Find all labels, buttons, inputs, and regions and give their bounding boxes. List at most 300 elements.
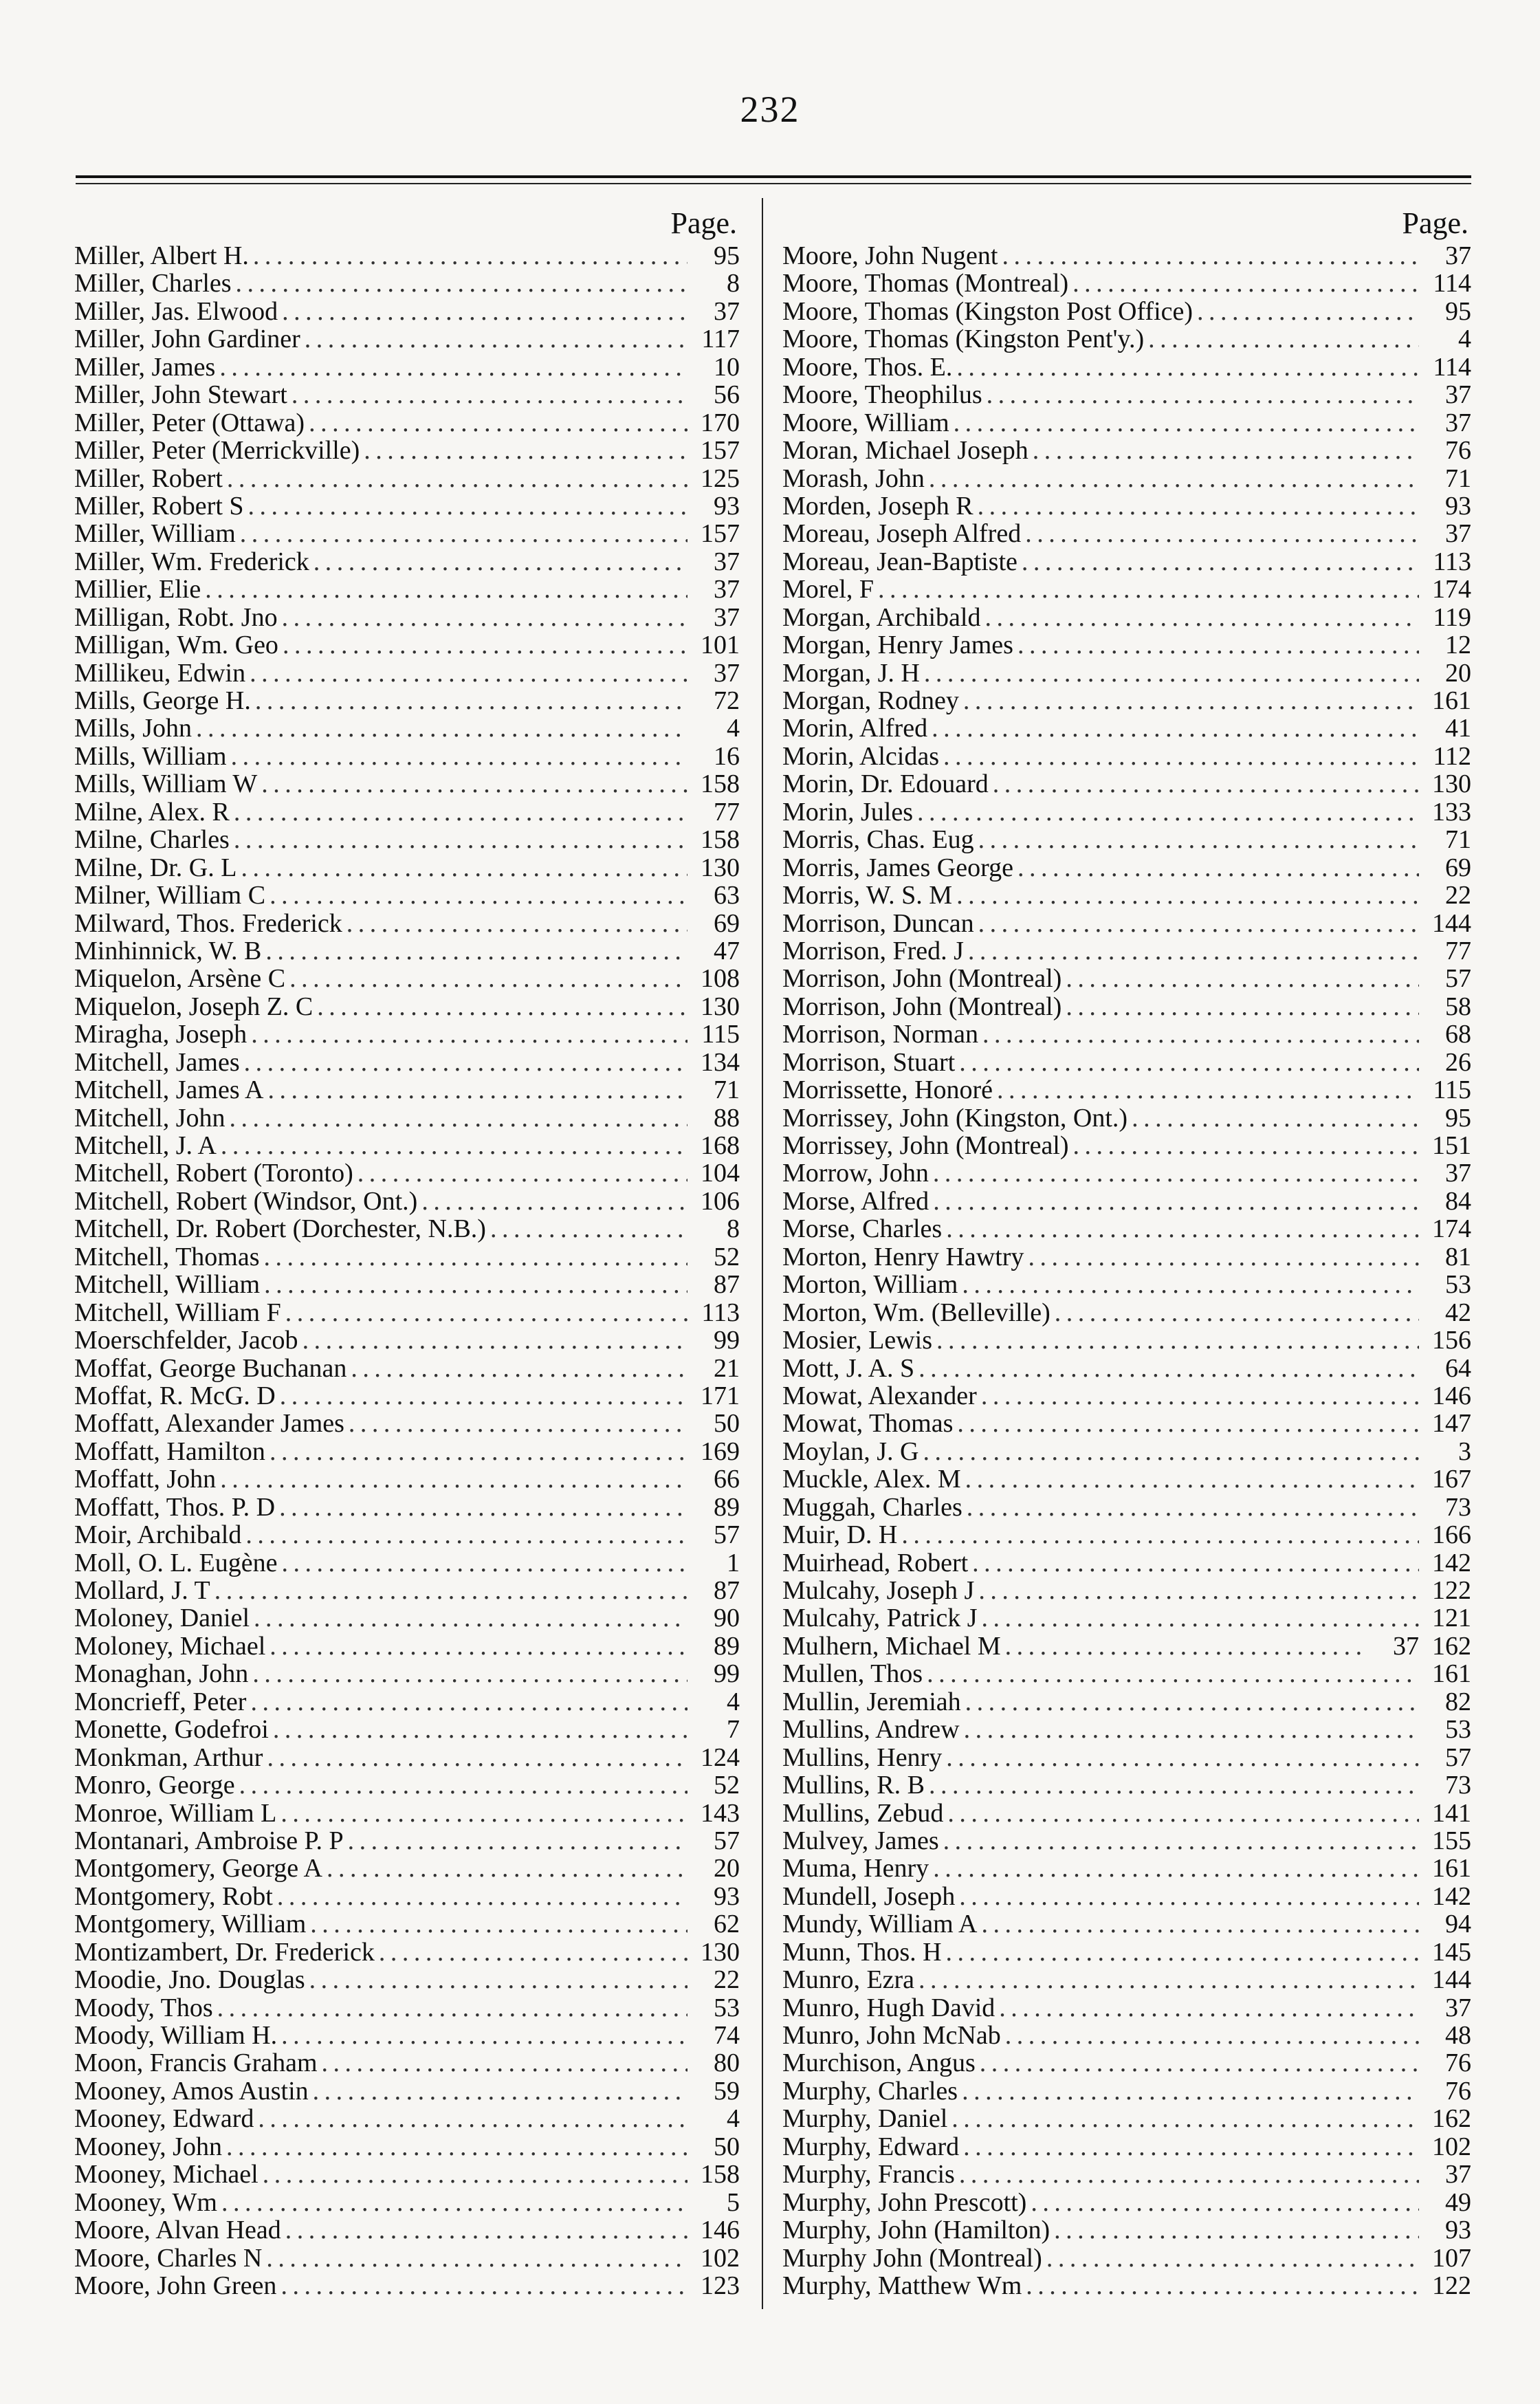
entry-name: Muckle, Alex. M <box>782 1465 961 1494</box>
index-entry <box>74 1326 740 1354</box>
entry-name: Mullen, Thos <box>782 1659 923 1689</box>
entry-page-number: 4 <box>727 1687 740 1716</box>
entry-page-number: 1 <box>727 1548 740 1577</box>
index-column-left <box>74 205 740 2299</box>
index-entry <box>74 409 740 437</box>
dot-leader <box>956 882 1419 909</box>
index-entry <box>74 714 740 742</box>
dot-leader <box>265 937 688 965</box>
entry-page-number: 68 <box>1445 1020 1471 1049</box>
index-entry <box>782 1188 1471 1215</box>
dot-leader <box>264 1271 688 1298</box>
dot-leader <box>270 882 688 909</box>
entry-name: Millier, Elie <box>74 575 201 604</box>
entry-page-number: 161 <box>1432 1854 1471 1883</box>
index-entry <box>74 2133 740 2161</box>
entry-name: Moloney, Michael <box>74 1631 266 1661</box>
entry-name: Monkman, Arthur <box>74 1742 263 1772</box>
entry-name: Mills, George H. <box>74 686 251 715</box>
dot-leader <box>956 353 1419 381</box>
header-rule <box>76 175 1471 178</box>
dot-leader <box>1033 437 1419 464</box>
index-entry <box>74 1438 740 1465</box>
entry-name: Miller, Wm. Frederick <box>74 547 309 576</box>
dot-leader <box>901 1521 1419 1549</box>
entry-page-number: 26 <box>1445 1047 1471 1077</box>
entry-page-number: 142 <box>1432 1548 1471 1577</box>
entry-name: Miquelon, Arsène C <box>74 964 286 994</box>
dot-leader <box>263 2161 688 2188</box>
index-entry <box>74 1243 740 1271</box>
entry-name: Moore, Thomas (Montreal) <box>782 269 1069 298</box>
entry-page-number: 41 <box>1445 714 1471 743</box>
entry-page-number: 50 <box>714 1409 740 1439</box>
dot-leader <box>929 465 1419 492</box>
entry-page-number: 7 <box>727 1715 740 1745</box>
entry-name: Morton, William <box>782 1270 958 1300</box>
entry-name: Morris, W. S. M <box>782 881 953 910</box>
entry-page-number: 37 <box>1445 519 1471 549</box>
entry-page-number: 12 <box>1445 631 1471 660</box>
dot-leader <box>965 1688 1419 1716</box>
index-entry <box>74 325 740 353</box>
index-entry <box>74 631 740 659</box>
entry-name: Munro, Hugh David <box>782 1993 996 2022</box>
entry-name: Mitchell, J. A <box>74 1131 217 1160</box>
entry-name: Morrison, Norman <box>782 1020 978 1049</box>
entry-name: Miller, John Gardiner <box>74 325 300 354</box>
index-entry <box>74 1660 740 1687</box>
entry-name: Muir, D. H <box>782 1520 898 1550</box>
entry-name: Miragha, Joseph <box>74 1020 248 1049</box>
index-entry <box>782 604 1471 631</box>
index-entry <box>74 353 740 381</box>
entry-name: Mitchell, William <box>74 1270 261 1300</box>
dot-leader <box>302 1326 688 1354</box>
dot-leader <box>980 2049 1419 2077</box>
index-entry <box>782 687 1471 714</box>
entry-name: Murchison, Angus <box>782 2048 976 2078</box>
entry-name: Moffatt, Hamilton <box>74 1436 265 1466</box>
entry-name: Miller, Peter (Merrickville) <box>74 436 360 466</box>
index-entry <box>74 548 740 576</box>
dot-leader <box>267 1076 688 1104</box>
index-entry <box>782 2216 1471 2244</box>
dot-leader <box>267 1744 688 1771</box>
dot-leader <box>205 576 688 603</box>
index-entry <box>74 1020 740 1048</box>
dot-leader <box>957 1410 1419 1437</box>
dot-leader <box>1066 993 1419 1020</box>
entry-name: Murphy, Francis <box>782 2160 955 2189</box>
dot-leader <box>285 1299 688 1326</box>
entry-page-number: 134 <box>701 1047 740 1077</box>
entry-name: Mitchell, William F <box>74 1298 281 1327</box>
dot-leader <box>952 2105 1419 2132</box>
entry-name: Miquelon, Joseph Z. C <box>74 992 314 1021</box>
entry-name: Minhinnick, W. B <box>74 936 262 965</box>
entry-page-number: 56 <box>714 380 740 410</box>
entry-name: Milne, Charles <box>74 825 230 855</box>
dot-leader <box>997 1076 1419 1104</box>
index-entry <box>782 1132 1471 1159</box>
dot-leader <box>231 743 688 770</box>
dot-leader <box>959 1883 1419 1910</box>
index-entry <box>782 242 1471 270</box>
index-entry <box>782 2161 1471 2188</box>
entry-name: Moncrieff, Peter <box>74 1687 247 1716</box>
index-entry <box>74 576 740 603</box>
dot-leader <box>280 2272 688 2299</box>
entry-page-number: 71 <box>1445 825 1471 855</box>
dot-leader <box>1132 1104 1419 1132</box>
dot-leader <box>196 714 688 742</box>
entry-name: Moore, Charles N <box>74 2243 263 2273</box>
dot-leader <box>217 1994 688 2022</box>
index-entry <box>782 1020 1471 1048</box>
entry-page-number: 89 <box>714 1492 740 1522</box>
entry-name: Mundell, Joseph <box>782 1881 956 1911</box>
dot-leader <box>954 409 1419 437</box>
dot-leader <box>933 1159 1419 1187</box>
index-entry <box>74 1410 740 1437</box>
entry-page-number: 158 <box>701 769 740 799</box>
dot-leader <box>982 1604 1419 1632</box>
dot-leader <box>285 2216 688 2244</box>
index-entry <box>782 714 1471 742</box>
index-entry <box>782 409 1471 437</box>
index-entry <box>74 1049 740 1076</box>
dot-leader <box>273 1716 688 1743</box>
dot-leader <box>322 2049 688 2077</box>
index-entry <box>782 1243 1471 1271</box>
index-entry <box>74 2105 740 2132</box>
dot-leader <box>244 1049 688 1076</box>
dot-leader <box>254 1604 688 1632</box>
entry-page-number: 95 <box>1445 1103 1471 1133</box>
dot-leader <box>255 687 688 714</box>
entry-name: Mitchell, Thomas <box>74 1242 260 1271</box>
index-entry <box>74 437 740 464</box>
index-entry <box>782 965 1471 992</box>
entry-name: Moore, John Green <box>74 2271 277 2300</box>
dot-leader <box>923 1438 1419 1465</box>
entry-page-number: 4 <box>727 714 740 743</box>
entry-page-number: 162 <box>1432 2104 1471 2134</box>
entry-name: Murphy, Charles <box>782 2076 958 2106</box>
dot-leader <box>933 1855 1419 1882</box>
entry-name: Munro, John McNab <box>782 2021 1001 2050</box>
entry-name: Morgan, Archibald <box>782 602 981 632</box>
entry-name: Moreau, Joseph Alfred <box>782 519 1022 549</box>
entry-name: Morrissey, John (Kingston, Ont.) <box>782 1103 1128 1133</box>
dot-leader <box>936 1326 1419 1354</box>
index-entry <box>782 2272 1471 2299</box>
entry-name: Monro, George <box>74 1771 235 1800</box>
dot-leader <box>968 937 1419 965</box>
entry-name: Mullins, Andrew <box>782 1715 960 1745</box>
entry-page-number: 87 <box>714 1576 740 1605</box>
dot-leader <box>946 1215 1419 1243</box>
entry-page-number: 93 <box>714 491 740 521</box>
entry-name: Moore, Thomas (Kingston Pent'y.) <box>782 325 1145 354</box>
entry-name: Milne, Dr. G. L <box>74 853 237 882</box>
dot-leader <box>364 437 688 464</box>
index-entry <box>74 659 740 687</box>
entry-name: Murphy John (Montreal) <box>782 2243 1042 2273</box>
index-entry <box>74 1771 740 1799</box>
entry-page-number: 69 <box>714 908 740 938</box>
index-entry <box>74 1827 740 1855</box>
dot-leader <box>421 1188 688 1215</box>
entry-page-number: 162 <box>1432 1631 1471 1661</box>
entry-page-number: 156 <box>1432 1326 1471 1355</box>
entry-page-number: 114 <box>1433 352 1471 382</box>
entry-page-number: 10 <box>714 352 740 382</box>
index-entry <box>74 1465 740 1493</box>
entry-name: Millikeu, Edwin <box>74 658 246 688</box>
entry-page-number: 158 <box>701 825 740 855</box>
dot-leader <box>219 353 688 381</box>
dot-leader <box>317 993 688 1020</box>
entry-name: Mullins, Henry <box>782 1742 943 1772</box>
index-entry <box>74 743 740 770</box>
entry-page-number: 144 <box>1432 1965 1471 1995</box>
entry-name: Mills, William W <box>74 769 258 799</box>
entry-page-number: 142 <box>1432 1881 1471 1911</box>
entry-page-number: 133 <box>1432 797 1471 827</box>
index-entry <box>74 1188 740 1215</box>
entry-page-number: 117 <box>701 325 740 354</box>
entry-name: Murphy, John (Hamilton) <box>782 2216 1050 2245</box>
dot-leader <box>1005 1632 1367 1660</box>
entry-page-number: 155 <box>1432 1826 1471 1855</box>
index-entry <box>782 1549 1471 1577</box>
entry-page-number: 22 <box>714 1965 740 1995</box>
index-entry <box>782 1604 1471 1632</box>
entry-name: Mooney, Michael <box>74 2160 258 2189</box>
entry-page-number: 157 <box>701 436 740 466</box>
entry-page-number: 151 <box>1432 1131 1471 1160</box>
entry-page-number: 146 <box>1432 1381 1471 1410</box>
index-entry <box>782 1410 1471 1437</box>
entry-page-number: 93 <box>1445 491 1471 521</box>
entry-page-number: 72 <box>714 686 740 715</box>
dot-leader <box>918 1355 1419 1382</box>
index-entry <box>74 1800 740 1827</box>
dot-leader <box>962 2077 1419 2105</box>
index-entry <box>74 2244 740 2272</box>
dot-leader <box>932 714 1419 742</box>
entry-name: Morin, Dr. Edouard <box>782 769 989 799</box>
entry-page-number: 122 <box>1432 1576 1471 1605</box>
dot-leader <box>984 604 1419 631</box>
dot-leader <box>927 1660 1419 1687</box>
index-entry-list <box>782 242 1471 2299</box>
index-entry <box>74 2049 740 2077</box>
entry-page-number: 166 <box>1432 1520 1471 1550</box>
entry-page-number: 95 <box>1445 296 1471 326</box>
index-entry <box>74 1271 740 1298</box>
entry-page-number: 121 <box>1432 1604 1471 1633</box>
entry-name: Mowat, Thomas <box>782 1409 954 1439</box>
dot-leader <box>253 242 688 270</box>
index-entry <box>74 965 740 992</box>
entry-name: Montgomery, George A <box>74 1854 322 1883</box>
dot-leader <box>917 798 1419 826</box>
entry-page-number: 20 <box>1445 658 1471 688</box>
dot-leader <box>245 1521 688 1549</box>
index-entry <box>782 1994 1471 2022</box>
entry-page-number: 37 <box>1445 1993 1471 2022</box>
index-entry <box>782 2244 1471 2272</box>
entry-page-number: 161 <box>1432 1659 1471 1689</box>
entry-page-number: 50 <box>714 2132 740 2161</box>
entry-name: Moon, Francis Graham <box>74 2048 318 2078</box>
entry-name: Muma, Henry <box>782 1854 930 1883</box>
index-entry <box>74 604 740 631</box>
dot-leader <box>1031 2189 1419 2216</box>
dot-leader <box>993 770 1419 798</box>
index-entry <box>782 353 1471 381</box>
entry-page-number: 170 <box>701 408 740 437</box>
entry-name: Mowat, Alexander <box>782 1381 977 1410</box>
entry-page-number: 146 <box>701 2216 740 2245</box>
entry-name: Miller, Charles <box>74 269 232 298</box>
index-entry <box>782 548 1471 576</box>
dot-leader <box>946 1744 1419 1771</box>
index-entry <box>74 1494 740 1521</box>
entry-page-number: 69 <box>1445 853 1471 882</box>
entry-name: Milward, Thos. Frederick <box>74 908 342 938</box>
dot-leader <box>314 548 688 576</box>
entry-name: Murphy, Edward <box>782 2132 960 2161</box>
entry-name: Moir, Archibald <box>74 1520 242 1550</box>
index-entry <box>782 1521 1471 1549</box>
entry-page-number: 4 <box>1458 325 1471 354</box>
entry-page-number: 88 <box>714 1103 740 1133</box>
entry-name: Miller, John Stewart <box>74 380 287 410</box>
entry-page-number: 71 <box>1445 463 1471 493</box>
entry-page-number: 21 <box>714 1353 740 1383</box>
index-entry <box>74 1215 740 1243</box>
dot-leader <box>258 2105 688 2132</box>
entry-page-number: 77 <box>714 797 740 827</box>
dot-leader <box>1025 520 1419 547</box>
dot-leader <box>1072 270 1419 297</box>
dot-leader <box>221 2189 688 2216</box>
entry-name: Moloney, Daniel <box>74 1604 250 1633</box>
dot-leader <box>1197 298 1419 325</box>
index-entry <box>782 1299 1471 1326</box>
dot-leader <box>226 2133 688 2161</box>
entry-name: Morgan, Henry James <box>782 631 1013 660</box>
dot-leader <box>252 1660 688 1687</box>
entry-page-number: 5 <box>727 2187 740 2217</box>
entry-name: Mullin, Jeremiah <box>782 1687 961 1716</box>
entry-page-number: 62 <box>714 1910 740 1939</box>
entry-name: Miller, Albert H. <box>74 241 249 270</box>
entry-name: Morton, Henry Hawtry <box>782 1242 1024 1271</box>
index-entry <box>782 2022 1471 2049</box>
entry-page-number: 161 <box>1432 686 1471 715</box>
entry-name: Mooney, John <box>74 2132 222 2161</box>
index-entry <box>74 2022 740 2049</box>
dot-leader <box>282 604 688 631</box>
entry-name: Mitchell, Robert (Toronto) <box>74 1159 353 1188</box>
dot-leader <box>978 492 1419 520</box>
entry-name: Munn, Thos. H <box>782 1937 942 1967</box>
entry-name: Morrow, John <box>782 1159 929 1188</box>
index-entry <box>74 1159 740 1187</box>
entry-page-number: 145 <box>1432 1937 1471 1967</box>
dot-leader <box>305 325 688 353</box>
entry-page-number: 147 <box>1432 1409 1471 1439</box>
index-entry-list <box>74 242 740 2299</box>
index-entry <box>782 1494 1471 1521</box>
entry-page-number: 89 <box>714 1631 740 1661</box>
dot-leader <box>349 1410 688 1437</box>
index-entry <box>74 937 740 965</box>
entry-name: Monroe, William L <box>74 1798 277 1828</box>
entry-name: Morrissette, Honoré <box>782 1075 993 1105</box>
dot-leader <box>236 270 688 297</box>
dot-leader <box>1005 2022 1419 2049</box>
dot-leader <box>227 465 688 492</box>
dot-leader <box>282 298 688 325</box>
entry-name: Moffatt, Thos. P. D <box>74 1492 276 1522</box>
entry-name: Moody, William H. <box>74 2021 278 2050</box>
dot-leader <box>978 910 1419 937</box>
entry-page-number: 108 <box>701 964 740 994</box>
entry-name: Milligan, Wm. Geo <box>74 631 278 660</box>
dot-leader <box>292 381 688 408</box>
entry-page-number: 48 <box>1445 2021 1471 2050</box>
index-entry <box>782 1355 1471 1382</box>
index-entry <box>782 1271 1471 1298</box>
index-entry <box>74 770 740 798</box>
entry-name: Moore, Alvan Head <box>74 2216 281 2245</box>
entry-page-number: 77 <box>1445 936 1471 965</box>
entry-page-number: 90 <box>714 1604 740 1633</box>
dot-leader <box>221 1132 688 1159</box>
index-entry <box>782 854 1471 882</box>
index-entry <box>782 2077 1471 2105</box>
entry-name: Mullins, R. B <box>782 1771 925 1800</box>
entry-name: Moore, William <box>782 408 949 437</box>
entry-page-number: 22 <box>1445 881 1471 910</box>
entry-name: Moore, Thomas (Kingston Post Office) <box>782 296 1194 326</box>
entry-name: Mills, William <box>74 741 227 771</box>
index-entry <box>782 2189 1471 2216</box>
index-entry <box>782 1883 1471 1910</box>
column-divider <box>762 198 763 2309</box>
entry-page-number: 158 <box>701 2160 740 2189</box>
entry-page-number: 93 <box>1445 2216 1471 2245</box>
dot-leader <box>251 1020 688 1048</box>
dot-leader <box>1046 2244 1419 2272</box>
entry-name: Mooney, Wm <box>74 2187 217 2217</box>
entry-name: Muirhead, Robert <box>782 1548 969 1577</box>
entry-page-number: 16 <box>714 741 740 771</box>
entry-page-number: 167 <box>1432 1465 1471 1494</box>
entry-name: Murphy, John Prescott) <box>782 2187 1027 2217</box>
dot-leader <box>929 1771 1419 1799</box>
index-entry <box>74 1938 740 1966</box>
entry-name: Morgan, Rodney <box>782 686 959 715</box>
entry-page-number: 107 <box>1432 2243 1471 2273</box>
column-page-heading: Page. <box>670 206 737 240</box>
